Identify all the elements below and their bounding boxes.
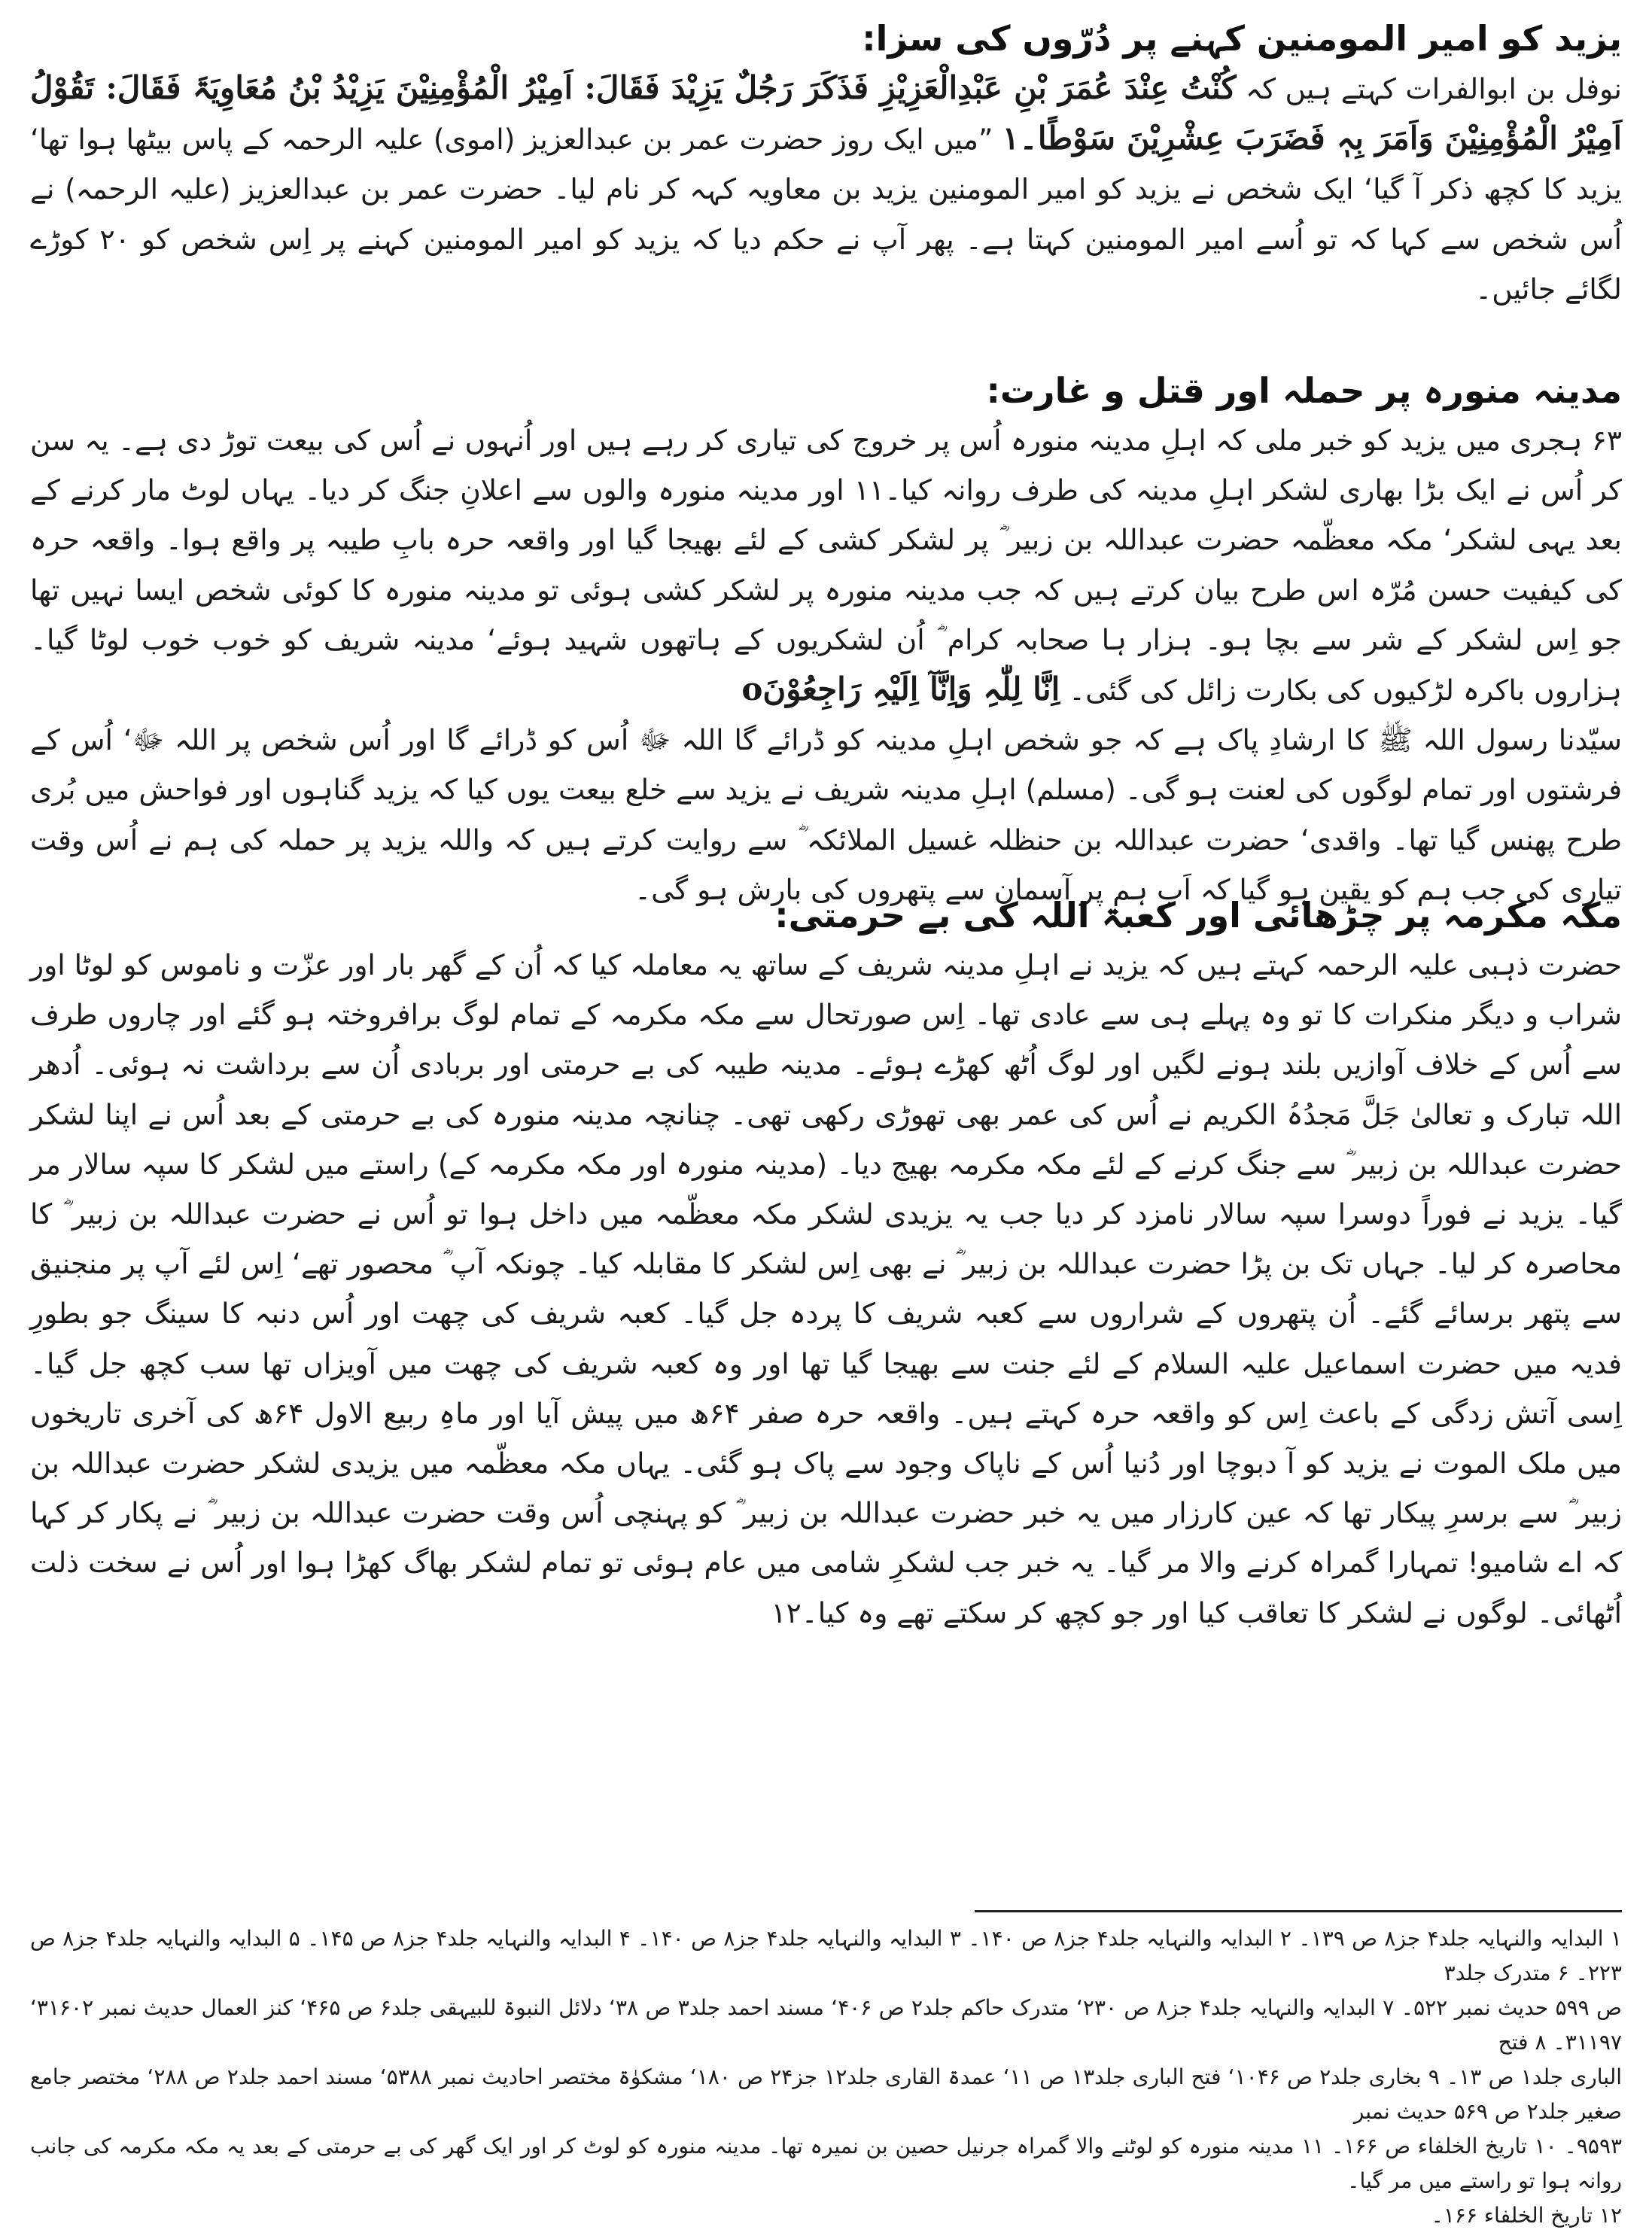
- footnote-line: ۱۲ تاریخ الخلفاء ۱۶۶۔: [1431, 2203, 1622, 2228]
- section-madina-attack: [30, 366, 1622, 914]
- section-heading: مکہ مکرمہ پر چڑھائی اور کعبۃ اللہ کی بے حرمتی:: [774, 895, 1622, 935]
- section-heading: یزید کو امیر المومنین کہنے پر دُرّوں کی سزا:: [862, 18, 1622, 59]
- section-yazid-title-punishment: [30, 14, 1622, 314]
- section-makkah-attack: [30, 890, 1622, 1638]
- footnotes: [30, 1921, 1622, 2233]
- footnote-line: ۱ البدایہ والنہایہ جلد۴ جز۸ ص ۱۳۹۔ ۲ البدایہ والنہایہ جلد۴ جز۸ ص ۱۴۰۔ ۳ البدایہ والنہایہ جلد۴ جز۸ ص ۱۴۰۔ ۴ البدایہ والنہایہ جلد۴ جز۸ ص ۱۴۵۔ ۵ البدایہ والنہایہ جلد۴ جز۸ ص ۲۲۳۔ ۶ متدرک جلد۳: [30, 1926, 1622, 1985]
- paragraph: حضرت ذہبی علیہ الرحمہ کہتے ہیں کہ یزید نے اہلِ مدینہ شریف کے ساتھ یہ معاملہ کیا کہ اُن کے گھر بار اور عزّت و ناموس کو لوٹا اور شراب و دیگر منکرات کا تو وہ پہلے ہی سے عادی تھا۔ اِس صورتحال سے مکہ مکرمہ کے تمام لوگ برافروختہ ہو گئے اور چاروں طرف سے اُس کے خلاف آوازیں بلند ہونے لگیں اور لوگ اُٹھ کھڑے ہوئے۔ مدینہ طیبہ کی بے حرمتی اور بربادی اُن سے برداشت نہ ہوئی۔ اُدھر اللہ تبارک و تعالیٰ جَلَّ مَجدُہُ الکریم نے اُس کی عمر بھی تھوڑی رکھی تھی۔ چنانچہ مدینہ منورہ کی بے حرمتی کے بعد اُس نے اپنا لشکر حضرت عبداللہ بن زبیر ؓ سے جنگ کرنے کے لئے مکہ مکرمہ بھیج دیا۔ (مدینہ منورہ اور مکہ مکرمہ کے) راستے میں لشکر کا سپہ سالار مر گیا۔ یزید نے فوراً دوسرا سپہ سالار نامزد کر دیا جب یہ یزیدی لشکر مکہ معظّمہ میں داخل ہوا تو اُس نے حضرت عبداللہ بن زبیر ؓ کا محاصرہ کر لیا۔ جہاں تک بن پڑا حضرت عبداللہ بن زبیر ؓ نے بھی اِس لشکر کا مقابلہ کیا۔ چونکہ آپ ؓ محصور تھے‘ اِس لئے آپ پر منجنیق سے پتھر برسائے گئے۔ اُن پتھروں کے شراروں سے کعبہ شریف کا پردہ جل گیا۔ کعبہ شریف کی چھت اور اُس دنبہ کا سینگ جو بطورِ فدیہ میں حضرت اسماعیل علیہ السلام کے لئے جنت سے بھیجا گیا تھا اور وہ کعبہ شریف کی چھت میں آویزاں تھا سب کچھ جل گیا۔ اِسی آتش زدگی کے باعث اِس کو واقعہ حرہ کہتے ہیں۔ واقعہ حرہ صفر ۶۴ھ میں پیش آیا اور ماہِ ربیع الاول ۶۴ھ کی آخری تاریخوں میں ملک الموت نے یزید کو آ دبوچا اور دُنیا اُس کے ناپاک وجود سے پاک ہو گئی۔ یہاں مکہ معظّمہ میں یزیدی لشکر حضرت عبداللہ بن زبیر ؓ سے برسرِ پیکار تھا کہ عین کارزار میں یہ خبر حضرت عبداللہ بن زبیر ؓ کو پہنچی اُس وقت حضرت عبداللہ بن زبیر ؓ نے پکار کر کہا کہ اے شامیو! تمہارا گمراہ کرنے والا مر گیا۔ یہ خبر جب لشکرِ شامی میں عام ہوئی تو تمام لشکر بھاگ کھڑا ہوا اور اُس نے سخت ذلت اُٹھائی۔ لوگوں نے لشکر کا تعاقب کیا اور جو کچھ کر سکتے تھے وہ کیا۔۱۲: [30, 948, 1622, 1629]
- paragraph: [30, 63, 1622, 314]
- paragraph: [30, 415, 1622, 715]
- footnote-line: الباری جلد۱ ص ۱۳۔ ۹ بخاری جلد۲ ص ۱۰۴۶‘ فتح الباری جلد۱۳ ص ۱۱‘ عمدۃ القاری جلد۱۲ جز۲۴ ص ۱۸۰‘ مشکوٰۃ مختصر احادیث نمبر ۵۳۸۸‘ مسند احمد جلد۲ ص ۲۸۸‘ مختصر جامع صغیر جلد۲ ص ۵۶۹ حدیث نمبر: [30, 2064, 1623, 2124]
- footnote-line: ص ۵۹۹ حدیث نمبر ۵۲۲۔ ۷ البدایہ والنہایہ جلد۴ جز۸ ص ۲۳۰‘ متدرک حاکم جلد۲ ص ۴۰۶‘ مسند احمد جلد۳ ص ۳۸‘ دلائل النبوۃ للبیہقی جلد۶ ص ۴۶۵‘ کنز العمال حدیث نمبر ۳۱۶۰۲‘ ۳۱۱۹۷۔ ۸ فتح: [30, 1995, 1622, 2055]
- paragraph-body: ۶۳ ہجری میں یزید کو خبر ملی کہ اہلِ مدینہ منورہ اُس پر خروج کی تیاری کر رہے ہیں اور اُنہوں نے اُس کی بیعت توڑ دی ہے۔ یہ سن کر اُس نے ایک بڑا بھاری لشکر اہلِ مدینہ کی طرف روانہ کیا۔۱۱ اور مدینہ منورہ والوں سے اعلانِ جنگ کر دیا۔ یہاں لوٹ مار کرنے کے بعد یہی لشکر‘ مکہ معظّمہ حضرت عبداللہ بن زبیر ؓ پر لشکر کشی کے لئے بھیجا گیا اور واقعہ حرہ بابِ طیبہ پر واقع ہوا۔ واقعہ حرہ کی کیفیت حسن مُرّہ اس طرح بیان کرتے ہیں کہ جب مدینہ منورہ پر لشکر کشی ہوئی تو مدینہ منورہ کا کوئی شخص ایسا نہیں تھا جو اِس لشکر کے شر سے بچا ہو۔ ہزار ہا صحابہ کرام ؓ اُن لشکریوں کے ہاتھوں شہید ہوئے‘ مدینہ شریف کو خوب خوب لوٹا گیا۔ ہزاروں باکرہ لڑکیوں کی بکارت زائل کی گئی۔: [30, 424, 1622, 707]
- paragraph-intro: نوفل بن ابوالفرات کہتے ہیں کہ: [1246, 72, 1622, 105]
- footnote-divider: [975, 1910, 1622, 1912]
- section-heading: مدینہ منورہ پر حملہ اور قتل و غارت:: [986, 370, 1622, 411]
- footnote-line: ۹۵۹۳۔ ۱۰ تاریخ الخلفاء ص ۱۶۶۔ ۱۱ مدینہ منورہ کو لوٹنے والا گمراہ جرنیل حصین بن نمیرہ تھا۔ مدینہ منورہ کو لوٹ کر اور ایک گھر کی بے حرمتی کے بعد یہ مکہ مکرمہ کی جانب روانہ ہوا تو راستے میں مر گیا۔: [30, 2134, 1623, 2193]
- document-page: [30, 14, 1623, 2228]
- paragraph: سیّدنا رسول اللہ ﷺ کا ارشادِ پاک ہے کہ جو شخص اہلِ مدینہ کو ڈرائے گا اللہ ﷻ اُس کو ڈرائے گا اور اُس شخص پر اللہ ﷻ‘ اُس کے فرشتوں اور تمام لوگوں کی لعنت ہو گی۔ (مسلم) اہلِ مدینہ شریف نے یزید سے خلع بیعت یوں کیا کہ یزید گناہوں اور فواحش میں بُری طرح پھنس گیا تھا۔ واقدی‘ حضرت عبداللہ بن حنظلہ غسیل الملائکہ ؓ سے روایت کرتے ہیں کہ واللہ یزید پر حملہ کی ہم نے اُس وقت تیاری کی جب ہم کو یقین ہو گیا کہ اَب ہم پر آسمان سے پتھروں کی بارش ہو گی۔: [30, 723, 1622, 906]
- arabic-verse: اِنَّا لِلّٰہِ وَاِنَّآ اِلَیْہِ رَاجِعُوْنَo: [741, 671, 1060, 708]
- paragraph-body: ”میں ایک روز حضرت عمر بن عبدالعزیز (اموی) علیہ الرحمہ کے پاس بیٹھا ہوا تھا‘ یزید کا کچھ ذکر آ گیا‘ ایک شخص نے یزید کو امیر المومنین یزید بن معاویہ کہہ کر نام لیا۔ حضرت عمر بن عبدالعزیز (علیہ الرحمہ) نے اُس شخص سے کہا کہ تو اُسے امیر المومنین کہتا ہے۔ پھر آپ نے حکم دیا کہ یزید کو امیر المومنین کہنے پر اِس شخص کو ۲۰ کوڑے لگائے جائیں۔: [30, 123, 1622, 306]
- arabic-quote: کُنْتُ عِنْدَ عُمَرَ بْنِ عَبْدِالْعَزِیْزِ فَذَکَرَ رَجُلٌ یَزِیْدَ فَقَالَ: اَمِیْرُ الْمُؤْمِنِیْنَ یَزِیْدُ بْنُ مُعَاوِیَۃَ فَقَالَ: تَقُوْلُ اَمِیْرُ الْمُؤْمِنِیْنَ وَاَمَرَ بِہٖ فَضَرَبَ عِشْرِیْنَ سَوْطًا۔۱: [30, 69, 1622, 157]
